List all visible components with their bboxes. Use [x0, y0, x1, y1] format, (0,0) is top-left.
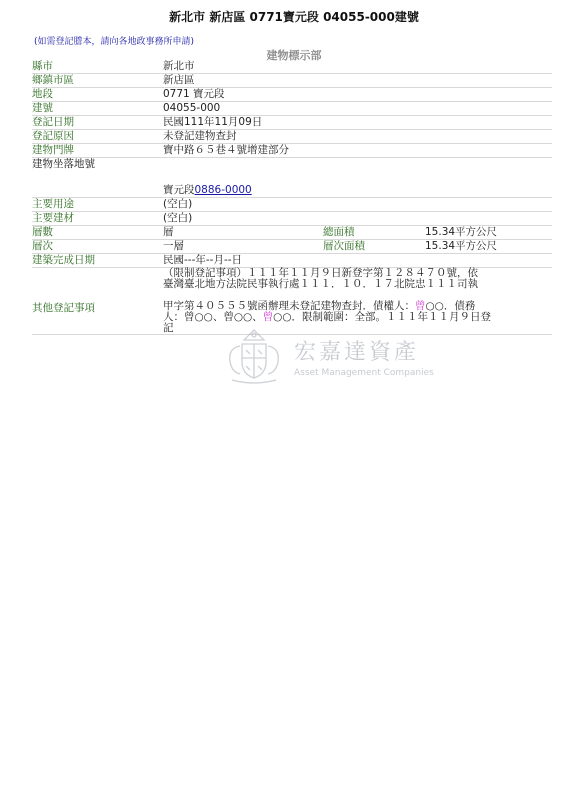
row-other: [32, 268, 552, 335]
completed-label: 建築完成日期: [32, 254, 95, 266]
row-township: [32, 74, 552, 88]
row-door: [32, 144, 552, 158]
township-label: 鄉鎮市區: [32, 74, 74, 86]
watermark: [222, 326, 434, 386]
section-title: 建物標示部: [266, 49, 322, 62]
spacer: [32, 171, 552, 184]
location-value: [163, 184, 552, 196]
row-reg-date: [32, 116, 552, 130]
row-material: [32, 212, 552, 226]
watermark-cn: 宏嘉達資產: [294, 339, 420, 365]
other-line-4-text: 人：曾○○、曾○○、: [163, 311, 263, 323]
row-reg-reason: [32, 130, 552, 144]
reg-date-label: 登記日期: [32, 116, 74, 128]
row-floors: [32, 226, 552, 240]
crest-icon: [222, 326, 286, 386]
floors-value: 層: [163, 226, 174, 238]
door-value: 寶中路６５巷４號增建部分: [163, 144, 289, 156]
material-value: (空白): [163, 212, 193, 224]
other-value: [163, 268, 552, 334]
county-value: 新北市: [163, 60, 195, 72]
other-line-5: 記: [163, 322, 174, 334]
reg-reason-label: 登記原因: [32, 130, 74, 142]
land-section-value: 0771 寶元段: [163, 88, 225, 100]
row-usage: [32, 198, 552, 212]
floor-area-value: 15.34平方公尺: [425, 240, 498, 252]
material-label: 主要建材: [32, 212, 74, 224]
watermark-en: Asset Management Companies: [294, 367, 434, 378]
completed-value: 民國---年--月--日: [163, 254, 243, 266]
floor-area-label: 層次面積: [323, 240, 365, 252]
row-location-label: [32, 158, 552, 171]
highlight-mark: 曾: [415, 300, 426, 312]
highlight-mark: 曾: [262, 311, 274, 323]
other-label: 其他登記事項: [32, 302, 95, 314]
land-section-label: 地段: [32, 88, 53, 100]
row-section: [32, 88, 552, 102]
other-line-4: [163, 312, 552, 323]
other-line-1: （限制登記事項）１１１年１１月９日新登字第１２８４７０號，依: [163, 267, 478, 279]
township-value: 新店區: [163, 74, 195, 86]
transcript-note: (如需登記謄本，請向各地政事務所申請): [34, 37, 195, 47]
other-line-3-text: 甲字第４０５５５號函辦理未登記建物查封．債權人：: [163, 300, 415, 312]
location-prefix: 寶元段: [163, 184, 195, 196]
row-location: [32, 184, 552, 198]
building-record-table: [32, 60, 552, 335]
other-line-4-tail: ○○．限制範圍：全部。１１１年１１月９日登: [273, 311, 491, 323]
page-title: 新北市 新店區 0771寶元段 04055-000建號: [169, 10, 419, 24]
total-area-value: 15.34平方公尺: [425, 226, 498, 238]
other-line-3-tail: ○○．債務: [425, 300, 476, 312]
parcel-link[interactable]: 0886-0000: [194, 184, 252, 196]
county-label: 縣市: [32, 60, 53, 72]
floor-label: 層次: [32, 240, 53, 252]
row-completed: [32, 254, 552, 268]
building-no-label: 建號: [32, 102, 53, 114]
row-floor: [32, 240, 552, 254]
building-no-value: 04055-000: [163, 102, 221, 114]
reg-date-value: 民國111年11月09日: [163, 116, 263, 128]
usage-label: 主要用途: [32, 198, 74, 210]
usage-value: (空白): [163, 198, 193, 210]
total-area-label: 總面積: [323, 226, 355, 238]
row-county: [32, 60, 552, 74]
location-label: 建物坐落地號: [32, 158, 95, 170]
row-building-no: [32, 102, 552, 116]
other-line-2: 臺灣臺北地方法院民事執行處１１１．１０．１７北院忠１１１司執: [163, 278, 478, 290]
floors-label: 層數: [32, 226, 53, 238]
floor-value: 一層: [163, 240, 184, 252]
door-label: 建物門牌: [32, 144, 74, 156]
reg-reason-value: 未登記建物查封: [163, 130, 237, 142]
